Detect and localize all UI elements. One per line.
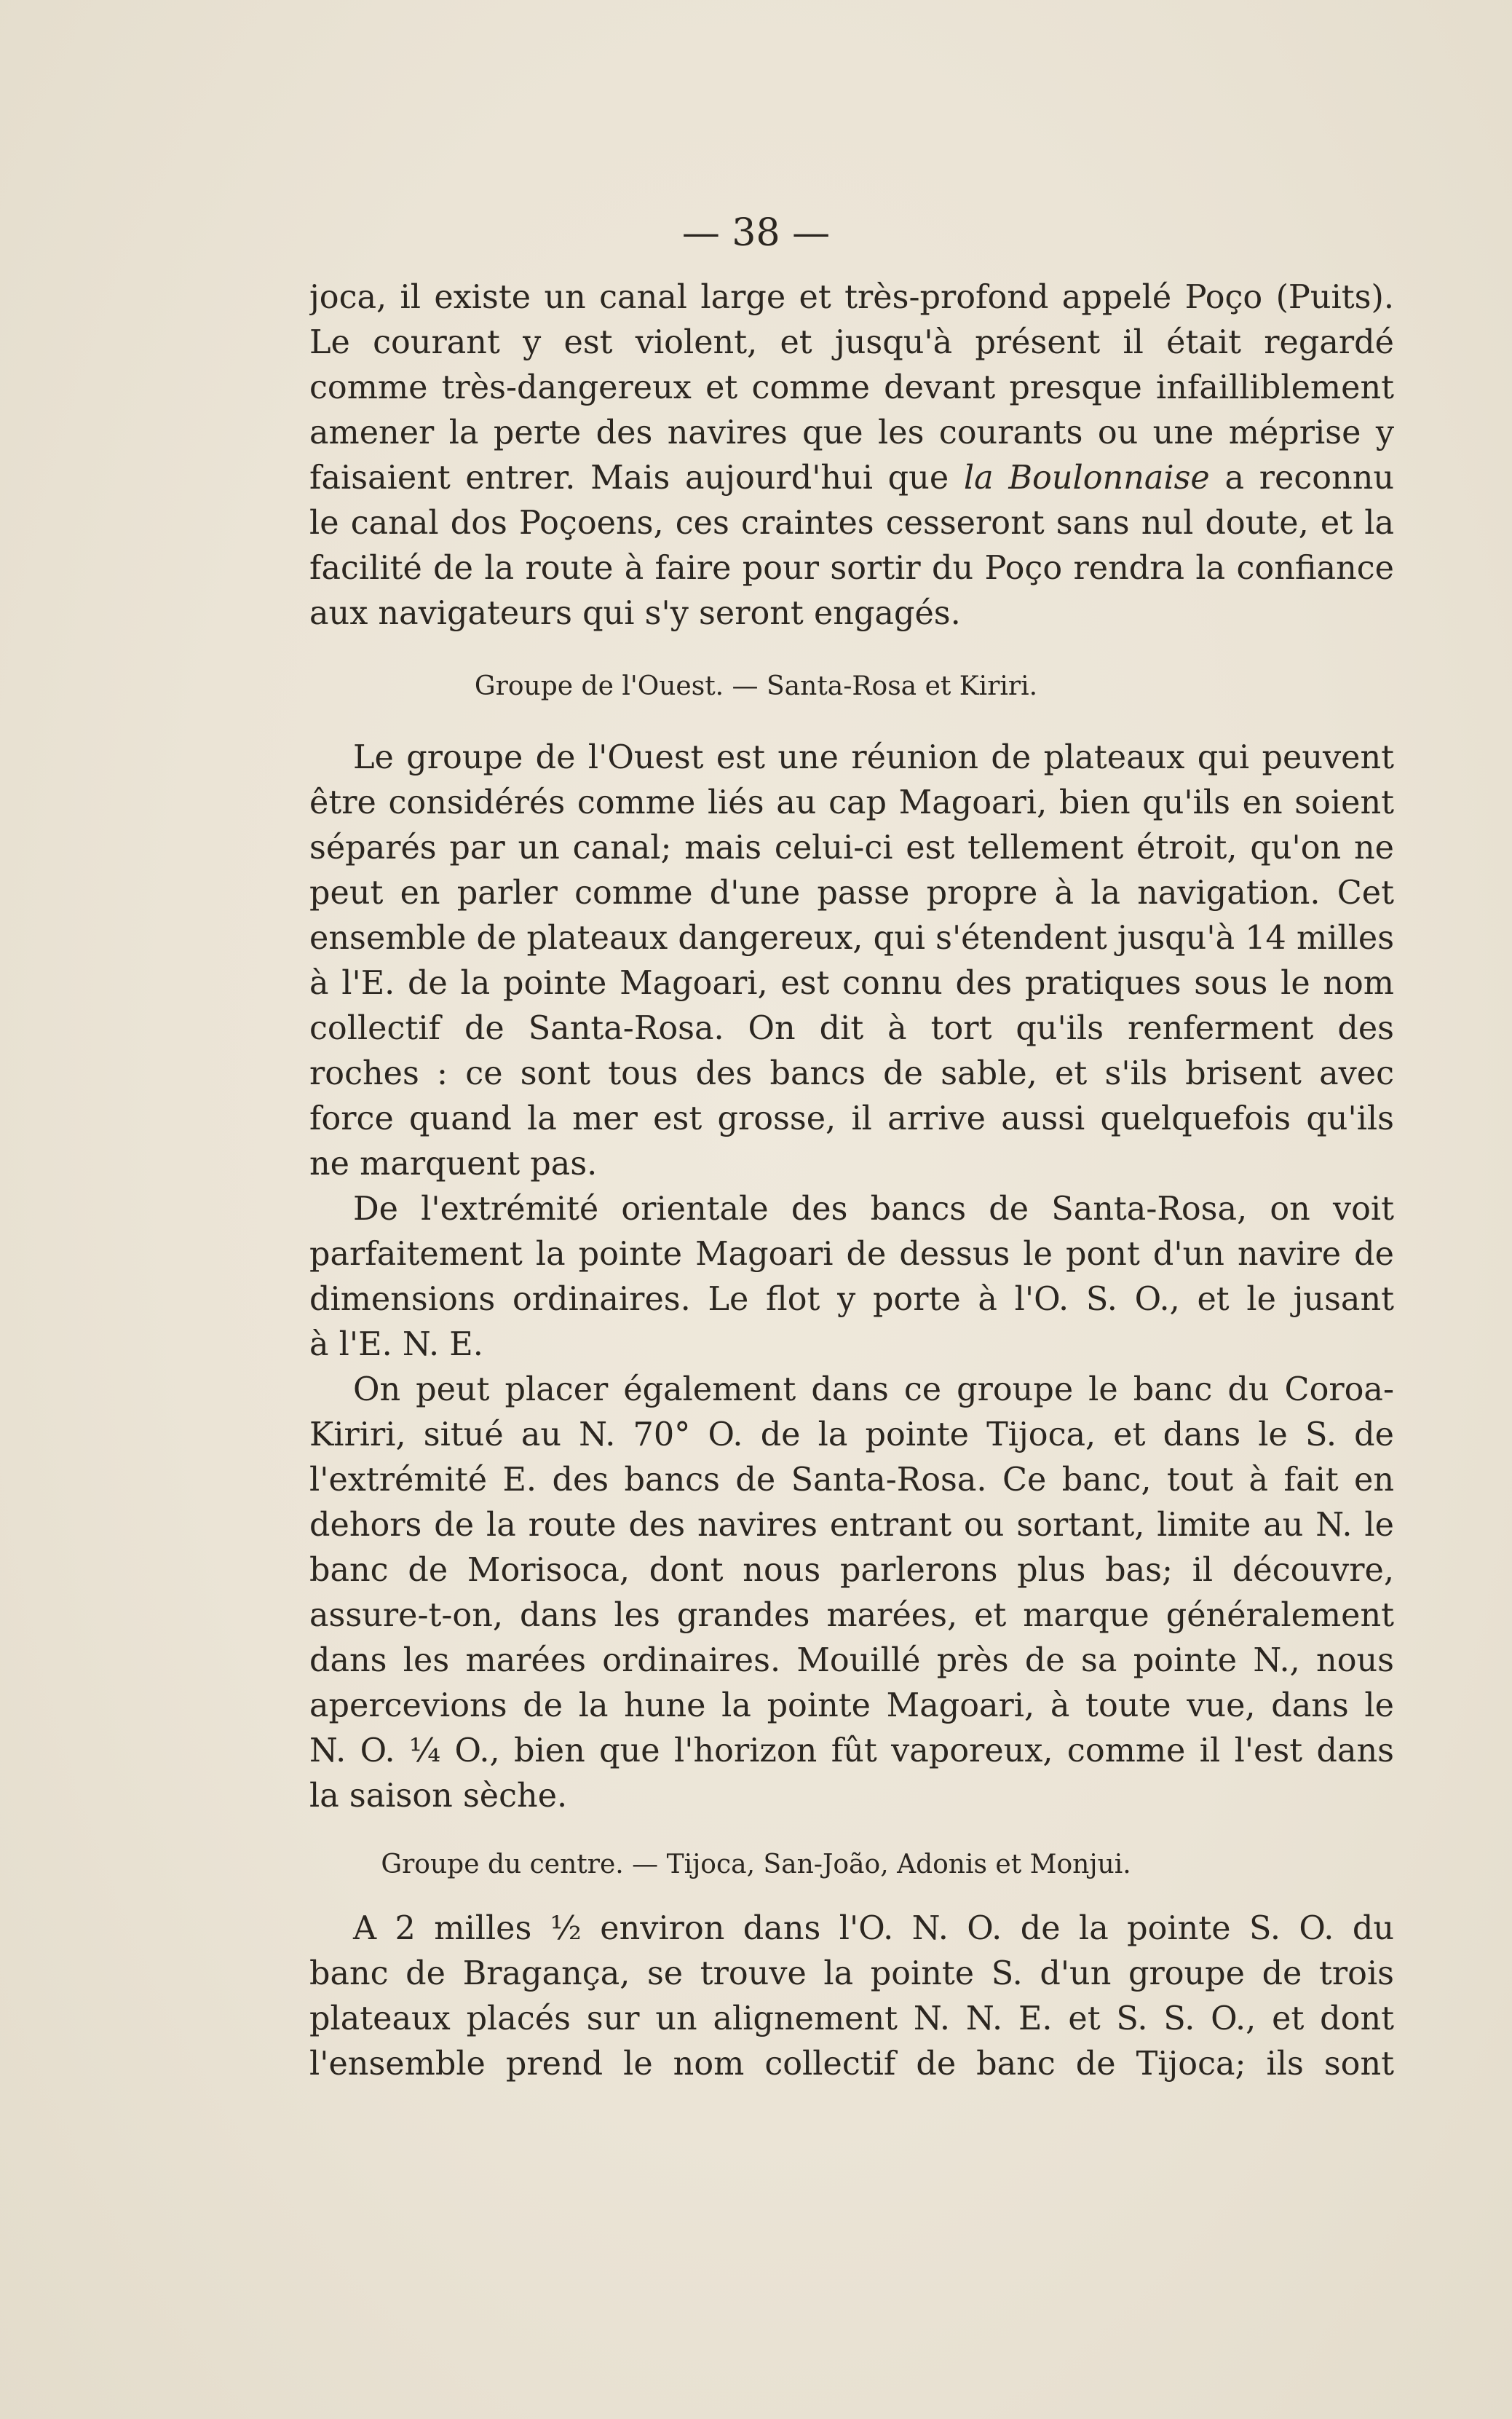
text-line: séparés par un canal; mais celui-ci est tellement étroit, qu'on ne <box>309 829 1394 867</box>
text-line: joca, il existe un canal large et très-profond appelé Poço (Puits). <box>309 279 1394 316</box>
text-line: banc de Morisoca, dont nous parlerons plus bas; il découvre, <box>309 1552 1394 1589</box>
text-line: dans les marées ordinaires. Mouillé près de sa pointe N., nous <box>309 1642 1394 1679</box>
text-line: la saison sèche. <box>309 1777 568 1815</box>
text-line: On peut placer également dans ce groupe le banc du Coroa- <box>353 1371 1394 1408</box>
text-line: ne marquent pas. <box>309 1145 598 1183</box>
text-line: à l'E. N. E. <box>309 1326 483 1363</box>
text-line: De l'extrémité orientale des bancs de Santa-Rosa, on voit <box>353 1191 1394 1228</box>
ship-name: la Boulonnaise <box>963 459 1210 497</box>
text-line: ensemble de plateaux dangereux, qui s'étendent jusqu'à 14 milles <box>309 920 1394 957</box>
text-line: force quand la mer est grosse, il arrive aussi quelquefois qu'ils <box>309 1100 1394 1137</box>
text-line: peut en parler comme d'une passe propre à la navigation. Cet <box>309 875 1394 912</box>
text-line: à l'E. de la pointe Magoari, est connu des pratiques sous le nom <box>309 965 1394 1002</box>
text-line: dimensions ordinaires. Le flot y porte à l'O. S. O., et le jusant <box>309 1281 1394 1318</box>
text-line: l'ensemble prend le nom collectif de banc de Tijoca; ils sont <box>309 2045 1394 2083</box>
intro-paragraph <box>309 275 1394 636</box>
text-line: collectif de Santa-Rosa. On dit à tort qu'ils renferment des <box>309 1010 1394 1047</box>
section-heading-center: Groupe du centre. — Tijoca, San-João, Adonis et Monjui. <box>381 1850 1131 1879</box>
text-line: être considérés comme liés au cap Magoari, bien qu'ils en soient <box>309 784 1394 821</box>
text-line: parfaitement la pointe Magoari de dessus le pont d'un navire de <box>309 1236 1394 1273</box>
text-line: plateaux placés sur un alignement N. N. E. et S. S. O., et dont <box>309 2000 1394 2037</box>
text-line: le canal dos Poçoens, ces craintes cesseront sans nul doute, et la <box>309 505 1394 542</box>
text-line: apercevions de la hune la pointe Magoari, à toute vue, dans le <box>309 1687 1394 1724</box>
west-paragraph-1 <box>309 735 1394 1187</box>
text-line: dehors de la route des navires entrant ou sortant, limite au N. le <box>309 1507 1394 1544</box>
text-line: Kiriri, situé au N. 70° O. de la pointe Tijoca, et dans le S. de <box>309 1416 1394 1453</box>
text-line: comme très-dangereux et comme devant presque infailliblement <box>309 369 1394 406</box>
center-paragraph-1 <box>309 1906 1394 2087</box>
west-paragraph-3 <box>309 1368 1394 1819</box>
text-line: Le courant y est violent, et jusqu'à présent il était regardé <box>309 324 1394 361</box>
text-line: faisaient entrer. Mais aujourd'hui que la Boulonnaise a reconnu <box>309 459 1394 497</box>
text-line: l'extrémité E. des bancs de Santa-Rosa. Ce banc, tout à fait en <box>309 1461 1394 1499</box>
text-line: aux navigateurs qui s'y seront engagés. <box>309 595 961 632</box>
text-line: amener la perte des navires que les courants ou une méprise y <box>309 414 1394 451</box>
text-line: roches : ce sont tous des bancs de sable, et s'ils brisent avec <box>309 1055 1394 1092</box>
text-line: Le groupe de l'Ouest est une réunion de plateaux qui peuvent <box>353 739 1394 776</box>
text-line: banc de Bragança, se trouve la pointe S. d'un groupe de trois <box>309 1955 1394 1992</box>
west-paragraph-2 <box>309 1187 1394 1368</box>
text-line: assure-t-on, dans les grandes marées, et marque généralement <box>309 1597 1394 1634</box>
text-line: N. O. ¼ O., bien que l'horizon fût vaporeux, comme il l'est dans <box>309 1732 1394 1769</box>
page-number: — 38 — <box>681 211 831 255</box>
text-line: A 2 milles ½ environ dans l'O. N. O. de la pointe S. O. du <box>353 1910 1394 1947</box>
section-heading-west: Groupe de l'Ouest. — Santa-Rosa et Kiriri. <box>474 671 1038 701</box>
text-line: facilité de la route à faire pour sortir du Poço rendra la confiance <box>309 550 1394 587</box>
